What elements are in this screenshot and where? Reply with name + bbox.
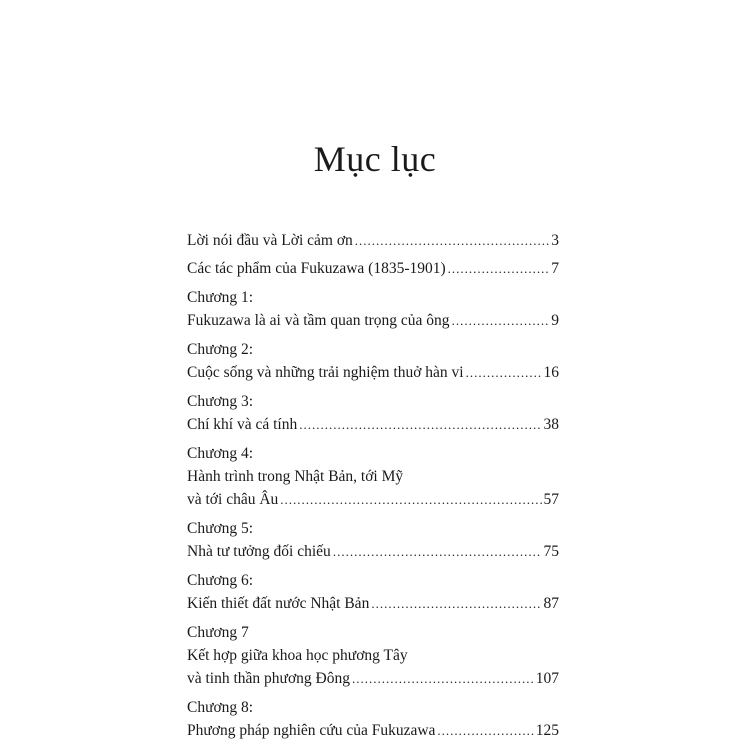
page-number: 57 [543, 491, 559, 508]
toc-row[interactable] [187, 361, 559, 384]
toc-row[interactable] [187, 592, 559, 615]
toc-entry-chapter-2 [187, 338, 559, 384]
toc-entry-title: và tới châu Âu [187, 491, 279, 508]
page-number: 16 [543, 364, 559, 381]
toc-entry-chapter-5 [187, 517, 559, 563]
toc-entry-title-line: Hành trình trong Nhật Bản, tới Mỹ [187, 468, 404, 485]
page-number: 7 [551, 260, 559, 277]
toc-entry-title: Cuộc sống và những trải nghiệm thuở hàn vi [187, 364, 464, 381]
toc-row[interactable] [187, 309, 559, 332]
leader-dots [352, 667, 534, 690]
toc-entry-title: Lời nói đầu và Lời cảm ơn [187, 232, 353, 249]
chapter-heading: Chương 2: [187, 341, 254, 358]
page-number: 125 [535, 722, 559, 739]
toc-row[interactable] [187, 257, 559, 280]
toc-row[interactable] [187, 667, 559, 690]
toc-entry-title: Kiến thiết đất nước Nhật Bản [187, 595, 370, 612]
toc-entry-preface [187, 229, 559, 252]
leader-dots [371, 592, 541, 615]
toc-entry-chapter-6 [187, 569, 559, 615]
toc-entry-title: Nhà tư tưởng đối chiếu [187, 543, 331, 560]
leader-dots [466, 361, 542, 384]
leader-dots [452, 309, 550, 332]
page-number: 107 [535, 670, 559, 687]
page-number: 38 [543, 416, 559, 433]
page-title: Mục lục [313, 139, 437, 179]
toc-entry-chapter-8 [187, 696, 559, 742]
leader-dots [448, 257, 550, 280]
toc-entry-works [187, 257, 559, 280]
toc-row[interactable] [187, 413, 559, 436]
chapter-heading: Chương 3: [187, 393, 254, 410]
toc-entry-title: và tinh thần phương Đông [187, 670, 350, 687]
page-number: 87 [543, 595, 559, 612]
page-number: 3 [551, 232, 559, 249]
leader-dots [437, 719, 533, 742]
leader-dots [333, 540, 542, 563]
chapter-heading: Chương 1: [187, 289, 254, 306]
chapter-heading: Chương 7 [187, 624, 249, 641]
toc-entry-chapter-7 [187, 621, 559, 690]
toc-row[interactable] [187, 229, 559, 252]
toc-row[interactable] [187, 488, 559, 511]
toc-entry-chapter-3 [187, 390, 559, 436]
chapter-heading: Chương 8: [187, 699, 254, 716]
leader-dots [280, 488, 541, 511]
toc-row[interactable] [187, 540, 559, 563]
toc-entry-title-line: Kết hợp giữa khoa học phương Tây [187, 647, 408, 664]
toc-entry-title: Các tác phẩm của Fukuzawa (1835-1901) [187, 260, 446, 277]
table-of-contents [187, 229, 559, 748]
chapter-heading: Chương 6: [187, 572, 254, 589]
chapter-heading: Chương 4: [187, 445, 254, 462]
page-number: 9 [551, 312, 559, 329]
leader-dots [299, 413, 541, 436]
chapter-heading: Chương 5: [187, 520, 254, 537]
toc-entry-title: Phương pháp nghiên cứu của Fukuzawa [187, 722, 436, 739]
toc-entry-title: Fukuzawa là ai và tầm quan trọng của ông [187, 312, 450, 329]
toc-entry-chapter-4 [187, 442, 559, 511]
toc-entry-chapter-1 [187, 286, 559, 332]
page-number: 75 [543, 543, 559, 560]
leader-dots [355, 229, 549, 252]
toc-entry-title: Chí khí và cá tính [187, 416, 298, 433]
toc-row[interactable] [187, 719, 559, 742]
